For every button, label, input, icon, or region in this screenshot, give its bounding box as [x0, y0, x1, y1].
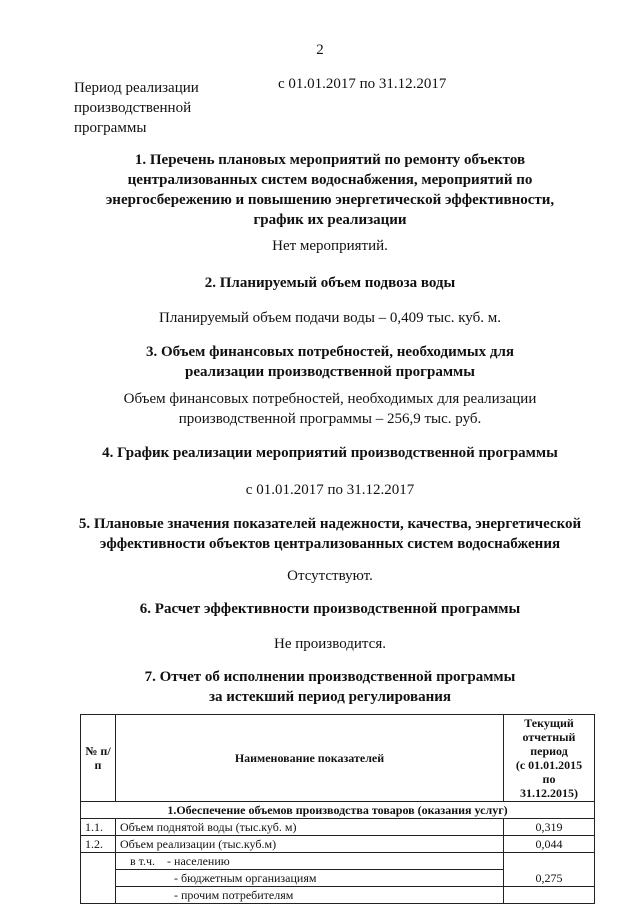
- heading-line: 1. Перечень плановых мероприятий по ремонту объектов: [134, 152, 526, 168]
- row-name: Объем поднятой воды (тыс.куб. м): [116, 819, 504, 836]
- row-num: [81, 887, 116, 904]
- section2-text: Планируемый объем подачи воды – 0,409 тыс. куб. м.: [159, 310, 501, 326]
- heading-line: график их реализации: [253, 212, 407, 228]
- row-name: [116, 853, 504, 870]
- period-label-line: программы: [74, 120, 147, 136]
- section7-heading: [60, 667, 600, 707]
- section5-text: Отсутствуют.: [287, 568, 373, 584]
- header-value-line: Текущий: [524, 716, 574, 730]
- table-row: [81, 870, 595, 887]
- row-name: - прочим потребителям: [116, 887, 504, 904]
- page-number: 2: [316, 42, 324, 58]
- period-label-line: производственной: [74, 100, 192, 116]
- section3-text: [60, 389, 600, 429]
- section6-text: Не производится.: [274, 636, 386, 652]
- table-row: [81, 836, 595, 853]
- header-value: [504, 715, 595, 802]
- heading-line: энергосбережению и повышению энергетической эффективности,: [105, 192, 555, 208]
- section5-heading: [60, 514, 600, 554]
- period-label-line: Период реализации: [74, 80, 199, 96]
- header-value-line: отчетный период: [522, 730, 576, 758]
- report-table: [80, 714, 595, 904]
- row-value: [504, 887, 595, 904]
- row-name: - бюджетным организациям: [116, 870, 504, 887]
- heading-line: эффективности объектов централизованных систем водоснабжения: [99, 536, 561, 552]
- text-line: производственной программы – 256,9 тыс. руб.: [178, 411, 482, 427]
- section3-heading: [60, 342, 600, 382]
- heading-line: за истекший период регулирования: [208, 689, 452, 705]
- heading-line: 5. Плановые значения показателей надежности, качества, энергетической: [78, 516, 582, 532]
- table-header-row: [81, 715, 595, 802]
- section1-heading: [60, 150, 600, 230]
- section4-text: с 01.01.2017 по 31.12.2017: [245, 482, 415, 498]
- row-name-text: - населению: [167, 854, 230, 868]
- table-row: [81, 819, 595, 836]
- row-prefix: в т.ч.: [130, 854, 156, 868]
- table-row: [81, 853, 595, 870]
- row-value: 0,044: [504, 836, 595, 853]
- header-value-line: (с 01.01.2015 по: [515, 758, 583, 786]
- period-label: [74, 78, 234, 138]
- header-value-line: 31.12.2015): [520, 786, 578, 800]
- row-value: [504, 853, 595, 870]
- section6-heading: 6. Расчет эффективности производственной программы: [139, 601, 521, 617]
- section2-heading: 2. Планируемый объем подвоза воды: [204, 275, 456, 291]
- section4-heading: 4. График реализации мероприятий производственной программы: [102, 445, 558, 461]
- section1-text: Нет мероприятий.: [272, 238, 388, 254]
- header-num: № п/п: [81, 715, 116, 802]
- heading-line: реализации производственной программы: [185, 364, 475, 380]
- section-row-title: 1.Обеспечение объемов производства товаров (оказания услуг): [81, 802, 595, 819]
- row-num: [81, 870, 116, 887]
- heading-line: централизованных систем водоснабжения, мероприятий по: [127, 172, 533, 188]
- row-name: Объем реализации (тыс.куб.м): [116, 836, 504, 853]
- heading-line: 7. Отчет об исполнении производственной программы: [144, 669, 516, 685]
- table-section-row: [81, 802, 595, 819]
- row-value: 0,275: [504, 870, 595, 887]
- header-name: Наименование показателей: [116, 715, 504, 802]
- heading-line: 3. Объем финансовых потребностей, необходимых для: [145, 344, 515, 360]
- row-num: 1.2.: [81, 836, 116, 853]
- row-num: [81, 853, 116, 870]
- row-num: 1.1.: [81, 819, 116, 836]
- text-line: Объем финансовых потребностей, необходимых для реализации: [123, 391, 537, 407]
- row-value: 0,319: [504, 819, 595, 836]
- period-value: с 01.01.2017 по 31.12.2017: [278, 76, 447, 92]
- table-row: [81, 887, 595, 904]
